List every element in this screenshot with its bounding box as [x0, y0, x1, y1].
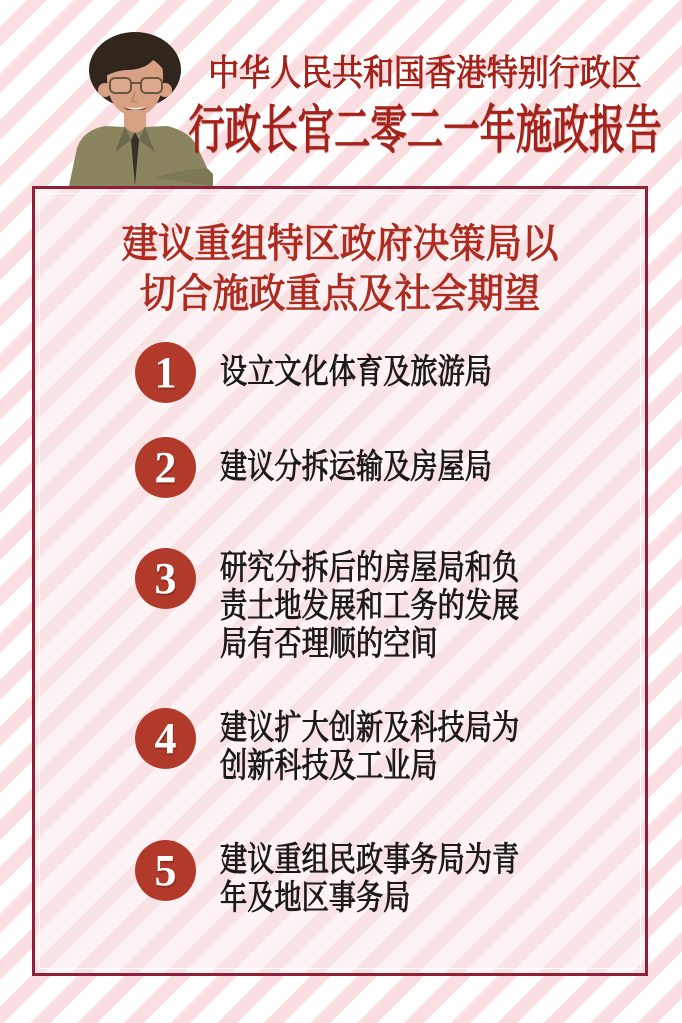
content-panel: [32, 186, 648, 976]
panel-title-line-2: 切合施政重点及社会期望: [139, 271, 541, 316]
item-text-line: 研究分拆后的房屋局和负: [220, 550, 520, 587]
item-number-badge: 1: [135, 342, 196, 403]
header-title-line: 行政长官二零二一年施政报告: [188, 103, 662, 160]
item-text: [220, 710, 594, 786]
item-number-badge: 3: [135, 548, 196, 609]
item-text-line: 建议扩大创新及科技局为: [220, 710, 520, 747]
item-text-line: 建议重组民政事务局为青: [220, 842, 520, 879]
list-item-4: [135, 708, 594, 786]
panel-title: [35, 189, 645, 319]
list-item-3: [135, 548, 594, 664]
item-number-badge: 2: [135, 437, 196, 498]
item-number-badge: 5: [135, 840, 196, 901]
list-item-2: [135, 437, 560, 498]
panel-title-line-1: 建议重组特区政府决策局以: [121, 221, 559, 266]
item-number-badge: 4: [135, 708, 196, 769]
item-text-line: 局有否理顺的空间: [220, 626, 438, 663]
item-text: [220, 449, 560, 487]
item-text-line: 创新科技及工业局: [220, 748, 438, 785]
item-text-line: 设立文化体育及旅游局: [220, 353, 492, 391]
item-text-line: 年及地区事务局: [220, 880, 411, 917]
item-text: [220, 354, 560, 392]
poster-header: [190, 50, 660, 160]
list-item-5: [135, 840, 594, 918]
item-text: [220, 842, 594, 918]
item-text: [220, 550, 594, 664]
list-item-1: [135, 342, 560, 403]
item-text-line: 责土地发展和工务的发展: [220, 588, 520, 625]
item-text-line: 建议分拆运输及房屋局: [220, 448, 492, 486]
header-region-line: 中华人民共和国香港特别行政区: [208, 53, 642, 93]
